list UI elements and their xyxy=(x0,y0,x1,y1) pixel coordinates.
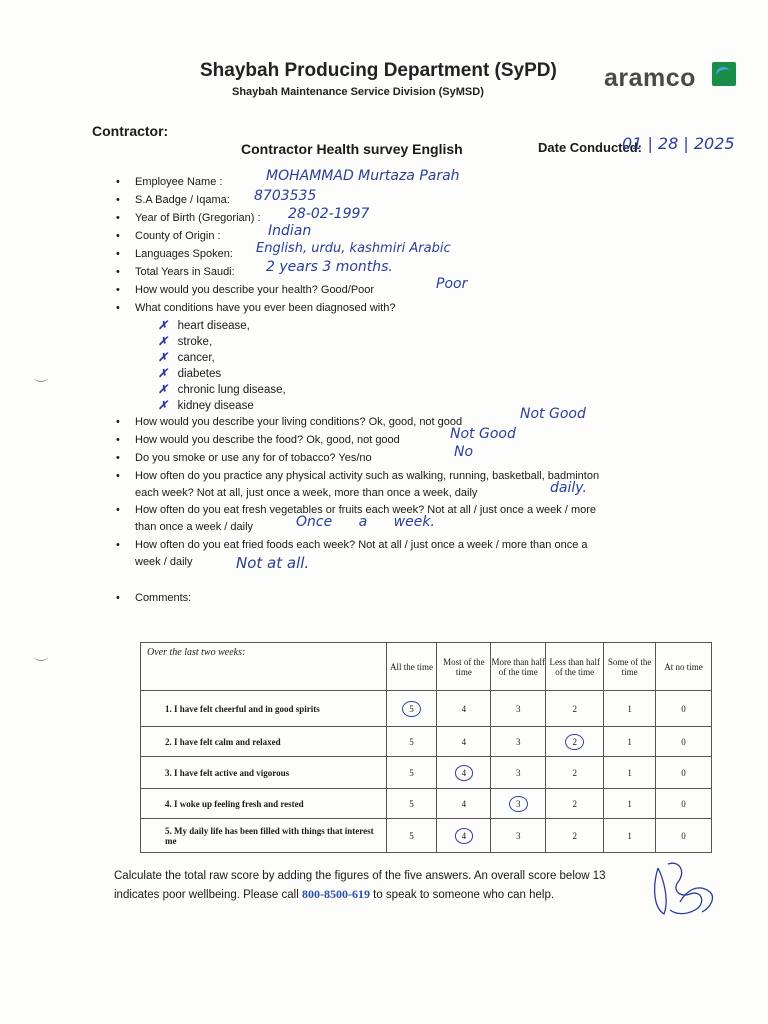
condition-item: ✗ kidney disease xyxy=(158,400,254,412)
answer-tobacco: No xyxy=(454,444,474,460)
score-value: 2 xyxy=(572,830,577,841)
score-value: 4 xyxy=(461,703,467,714)
score-value: 1 xyxy=(627,736,632,747)
score-cell[interactable] xyxy=(386,819,437,853)
score-value: 4 xyxy=(461,736,467,747)
score-cell[interactable] xyxy=(656,691,712,727)
score-value: 0 xyxy=(681,703,686,714)
score-value: 0 xyxy=(681,798,686,809)
answer-years-saudi: 2 years 3 months. xyxy=(266,259,393,275)
score-cell[interactable] xyxy=(437,757,491,789)
score-value: 3 xyxy=(516,767,521,778)
row-statement: 4. I woke up feeling fresh and rested xyxy=(141,789,387,819)
score-cell[interactable] xyxy=(604,819,656,853)
date-label: Date Conducted: xyxy=(538,140,642,155)
answer-fried: Not at all. xyxy=(236,554,310,572)
answer-vegetables: Once a week. xyxy=(296,514,435,530)
score-cell[interactable] xyxy=(386,757,437,789)
footer-instructions xyxy=(114,867,654,904)
score-cell[interactable] xyxy=(491,789,546,819)
page-title: Shaybah Producing Department (SyPD) xyxy=(200,60,557,81)
score-cell[interactable] xyxy=(656,727,712,757)
column-header: At no time xyxy=(656,643,712,691)
row-statement: 2. I have felt calm and relaxed xyxy=(141,727,387,757)
footer-text: Calculate the total raw score by adding the figures of the five answers. An overall score below 13 indicates poor wellbeing. Please call xyxy=(114,870,606,901)
punch-hole-mark xyxy=(34,652,48,661)
column-header: Some of the time xyxy=(604,643,656,691)
table-row xyxy=(141,691,712,727)
score-value: 1 xyxy=(627,767,632,778)
score-cell[interactable] xyxy=(546,757,604,789)
score-value: 5 xyxy=(409,798,414,809)
answer-employee-name: MOHAMMAD Murtaza Parah xyxy=(266,168,460,184)
column-header: Most of the time xyxy=(437,643,491,691)
survey-title: Contractor Health survey English xyxy=(241,141,463,157)
score-cell[interactable] xyxy=(491,691,546,727)
table-row xyxy=(141,789,712,819)
score-value: 2 xyxy=(572,703,577,714)
row-statement: 3. I have felt active and vigorous xyxy=(141,757,387,789)
condition-item: ✗ stroke, xyxy=(158,336,213,348)
column-header: Less than half of the time xyxy=(546,643,604,691)
score-value: 5 xyxy=(409,767,414,778)
score-cell[interactable] xyxy=(491,727,546,757)
score-cell[interactable] xyxy=(386,691,437,727)
score-cell[interactable] xyxy=(491,757,546,789)
score-value: 3 xyxy=(509,796,528,812)
aramco-logo-icon xyxy=(712,62,736,86)
score-value: 0 xyxy=(681,830,686,841)
score-cell[interactable] xyxy=(491,819,546,853)
score-cell[interactable] xyxy=(437,819,491,853)
condition-item: ✗ heart disease, xyxy=(158,320,250,332)
score-value: 1 xyxy=(627,830,632,841)
score-cell[interactable] xyxy=(656,757,712,789)
table-heading: Over the last two weeks: xyxy=(141,643,387,691)
score-cell[interactable] xyxy=(604,691,656,727)
answer-birth-year: 28-02-1997 xyxy=(288,206,370,222)
helpline-phone[interactable]: 800-8500-619 xyxy=(301,887,370,901)
score-value: 4 xyxy=(461,798,467,809)
answer-living: Not Good xyxy=(520,406,586,422)
row-statement: 5. My daily life has been filled with things that interest me xyxy=(141,819,387,853)
condition-item: ✗ cancer, xyxy=(158,352,215,364)
score-value: 5 xyxy=(402,701,421,717)
score-value: 3 xyxy=(516,830,521,841)
condition-item: ✗ chronic lung disease, xyxy=(158,384,286,396)
score-cell[interactable] xyxy=(604,727,656,757)
answer-activity: daily. xyxy=(550,480,587,496)
aramco-logo-text: aramco xyxy=(604,64,696,92)
score-value: 0 xyxy=(681,736,686,747)
table-row xyxy=(141,819,712,853)
survey-page: Shaybah Producing Department (SyPD) Shaybah Maintenance Service Division (SyMSD) aramco Contractor: Contractor Health survey English Date Conducted: 01 | 28 | 2025 • Employee Name : MOHAMMAD Murtaza Parah • S.A Badge / Iqama: 8703535 • Year of Birth (Gregorian) : 28-02-1997 • County of Origin : Indian • Languages Spoken: English, urdu, kashmiri Arabic • Total Years in Saudi: 2 years 3 months. • How would you describe your health? Good/Poor Poor • What conditions have you ever been diagnosed with? ✗ heart disease, ✗ stroke, ✗ cancer, ✗ diabetes ✗ chronic lung disease, ✗ kidney disease • How would you describe your living conditions? Ok, good, not good Not Good • How would you describe the food? Ok, good, not good Not Good • Do you smoke or use any for of tobacco? Yes/no No • How often do you practice any physical activity such as walking, running, basketball, badminton each week? Not at all, just once a week, more than once a week, daily daily. • How often do you eat fresh vegetables or fruits each week? Not at all / just once a week / more than once a week / daily Once a week. • How often do you eat fried foods each week? Not at all / just once a week / more than once a week / daily Not at all. • Comments: Over the last two weeks: All the time Most of the time More than half of the time Less than half of the time Some of the time At no time 1. I have felt cheerful and in good spirits 5 4 3 2 1 0 2. I have felt calm and relaxed 5 4 3 2 1 0 3. I have felt active and vigorous 5 4 3 2 1 0 4. I woke up feeling fresh and rested 5 4 3 2 1 0 5. My daily life has been filled with things that interest me 5 4 3 2 1 0 Calculate the total raw score by adding the figures of the five answers. An overall score below 13 indicates poor wellbeing. Please call 800-8500-619 to speak to someone who can help. xyxy=(0,0,768,1024)
score-cell[interactable] xyxy=(386,727,437,757)
score-value: 3 xyxy=(516,703,521,714)
punch-hole-mark xyxy=(34,373,48,382)
score-value: 3 xyxy=(516,736,521,747)
score-value: 5 xyxy=(409,830,414,841)
footer-text-end: to speak to someone who can help. xyxy=(369,889,555,901)
table-row xyxy=(141,757,712,789)
contractor-label: Contractor: xyxy=(92,123,169,139)
score-cell[interactable] xyxy=(604,789,656,819)
score-value: 0 xyxy=(681,767,686,778)
score-cell[interactable] xyxy=(604,757,656,789)
column-header: More than half of the time xyxy=(491,643,546,691)
row-statement: 1. I have felt cheerful and in good spirits xyxy=(141,691,387,727)
score-value: 4 xyxy=(455,765,474,781)
score-cell[interactable] xyxy=(656,819,712,853)
score-cell[interactable] xyxy=(546,727,604,757)
score-cell[interactable] xyxy=(546,691,604,727)
answer-health: Poor xyxy=(436,276,468,292)
score-value: 2 xyxy=(572,767,577,778)
score-cell[interactable] xyxy=(546,819,604,853)
wellbeing-table xyxy=(140,642,712,853)
score-value: 5 xyxy=(409,736,414,747)
score-value: 2 xyxy=(572,798,577,809)
score-cell[interactable] xyxy=(437,727,491,757)
score-value: 4 xyxy=(455,828,474,844)
answer-badge: 8703535 xyxy=(254,188,317,204)
score-value: 1 xyxy=(627,798,632,809)
score-value: 1 xyxy=(627,703,632,714)
answer-country: Indian xyxy=(268,223,312,239)
score-cell[interactable] xyxy=(437,789,491,819)
page-subtitle: Shaybah Maintenance Service Division (SyMSD) xyxy=(232,86,484,98)
score-cell[interactable] xyxy=(546,789,604,819)
answer-food: Not Good xyxy=(450,426,516,442)
column-header: All the time xyxy=(386,643,437,691)
score-cell[interactable] xyxy=(437,691,491,727)
table-header-row xyxy=(141,643,712,691)
condition-item: ✗ diabetes xyxy=(158,368,222,380)
score-cell[interactable] xyxy=(656,789,712,819)
answer-languages: English, urdu, kashmiri Arabic xyxy=(256,241,451,256)
score-value: 2 xyxy=(565,734,584,750)
score-cell[interactable] xyxy=(386,789,437,819)
date-value: 01 | 28 | 2025 xyxy=(622,134,735,153)
table-row xyxy=(141,727,712,757)
signature xyxy=(650,858,720,920)
